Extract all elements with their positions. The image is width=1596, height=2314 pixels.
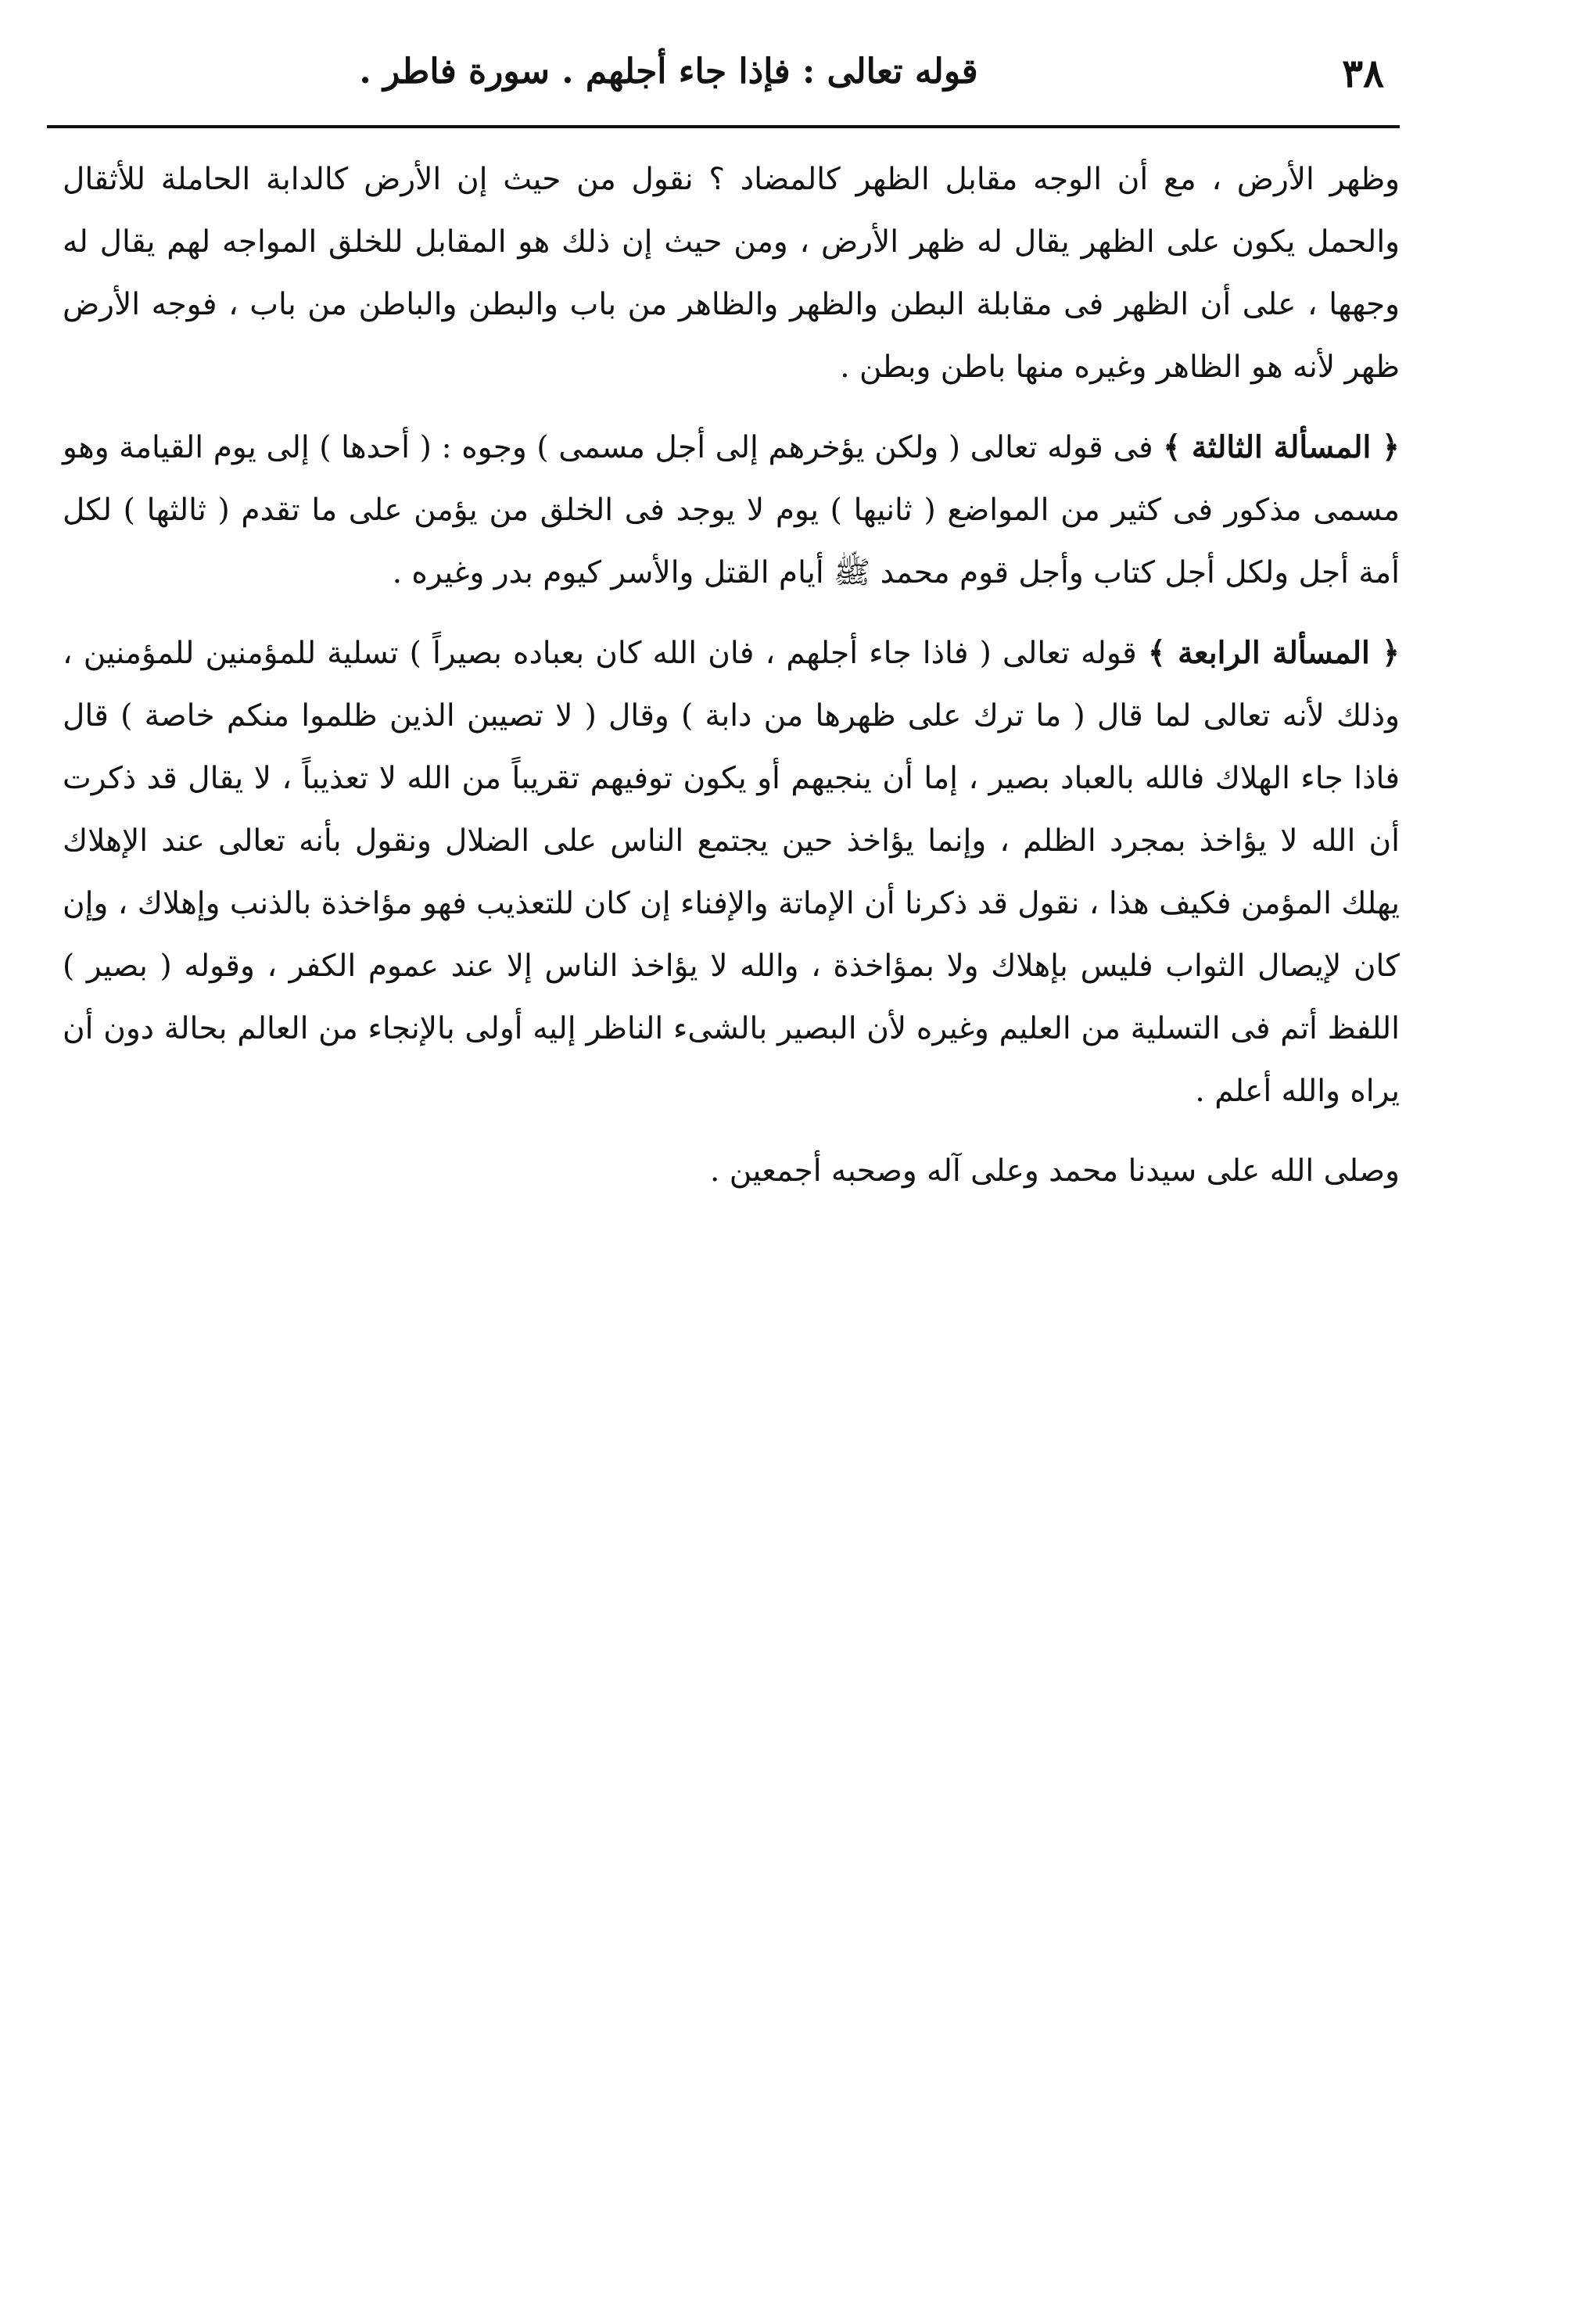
paragraph-2-text: فى قوله تعالى ( ولكن يؤخرهم إلى أجل مسمى ) وجوه : ( أحدها ) إلى يوم القيامة وهو مسمى مذكور فى كثير من المواضع ( ثانيها ) يوم لا يوجد فى الخلق من يؤمن على ما تقدم ( ثالثها ) لكل أمة أجل ولكل أجل كتاب وأجل قوم محمد ﷺ أيام القتل والأسر كيوم بدر وغيره . — [63, 430, 1400, 590]
closing-line-text: وصلى الله على سيدنا محمد وعلى آله وصحبه أجمعين . — [709, 1153, 1400, 1189]
closing-line — [63, 1140, 1400, 1203]
section-heading-third-issue: ﴿ المسألة الثالثة ﴾ — [1163, 429, 1400, 465]
paragraph-2 — [63, 416, 1400, 605]
running-title: قوله تعالى : فإذا جاء أجلهم . سورة فاطر . — [359, 52, 978, 91]
header-rule — [47, 125, 1400, 128]
paragraph-1-text: وظهر الأرض ، مع أن الوجه مقابل الظهر كالمضاد ؟ نقول من حيث إن الأرض كالدابة الحاملة للأثقال والحمل يكون على الظهر يقال له ظهر الأرض ، ومن حيث إن ذلك هو المقابل للخلق المواجه لهم يقال له وجهها ، على أن الظهر فى مقابلة البطن والظهر والظاهر من باب والبطن والباطن من باب ، فوجه الأرض ظهر لأنه هو الظاهر وغيره منها باطن وبطن . — [63, 162, 1400, 385]
page-header — [94, 45, 1384, 111]
paragraph-3 — [63, 622, 1400, 1123]
page-number: ٣٨ — [1342, 50, 1384, 96]
paragraph-3-text: قوله تعالى ( فاذا جاء أجلهم ، فان الله كان بعباده بصيراً ) تسلية للمؤمنين للمؤمنين ، وذلك لأنه تعالى لما قال ( ما ترك على ظهرها من دابة ) وقال ( لا تصيبن الذين ظلموا منكم خاصة ) قال فاذا جاء الهلاك فالله بالعباد بصير ، إما أن ينجيهم أو يكون توفيهم تقريباً من الله لا تعذيباً ، لا يقال قد ذكرت أن الله لا يؤاخذ بمجرد الظلم ، وإنما يؤاخذ حين يجتمع الناس على الضلال ونقول بأنه تعالى عند الإهلاك يهلك المؤمن فكيف هذا ، نقول قد ذكرنا أن الإماتة والإفناء إن كان للتعذيب فهو مؤاخذة بالذنب وإهلاك ، وإن كان لإيصال الثواب فليس بإهلاك ولا بمؤاخذة ، والله لا يؤاخذ الناس إلا عند عموم الكفر ، وقوله ( بصير ) اللفظ أتم فى التسلية من العليم وغيره لأن البصير بالشىء الناظر إليه أولى بالإنجاء من العالم بحالة دون أن يراه والله أعلم . — [63, 636, 1400, 1109]
body-text — [63, 149, 1400, 1203]
section-heading-fourth-issue: ﴿ المسألة الرابعة ﴾ — [1147, 635, 1400, 671]
paragraph-1 — [63, 149, 1400, 399]
